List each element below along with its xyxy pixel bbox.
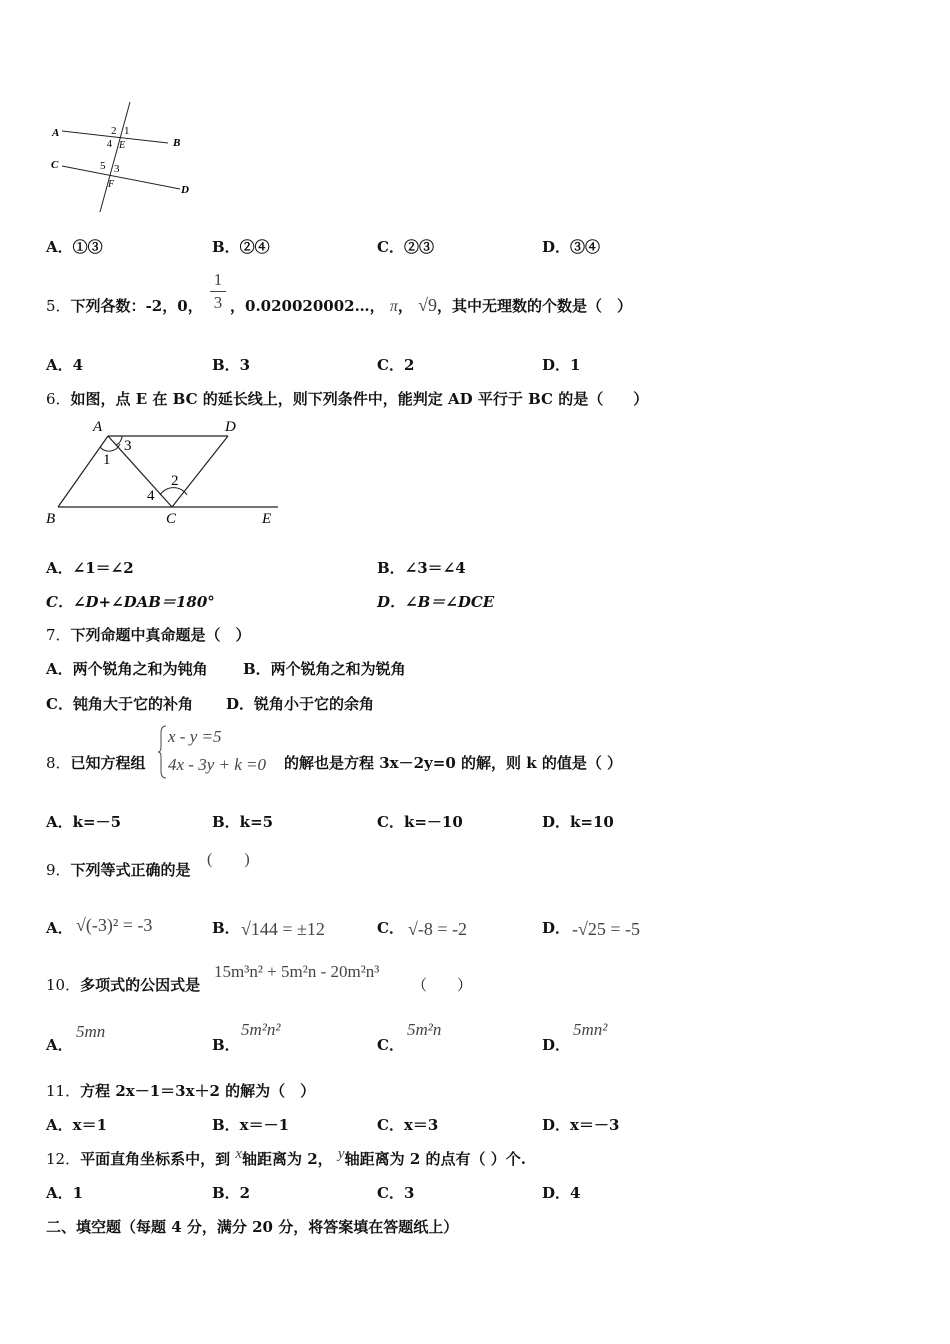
q12-option-d[interactable]: D．4 <box>542 1184 581 1202</box>
q8-option-c[interactable]: C．k=－10 <box>377 813 463 831</box>
q4-option-a[interactable]: A．①③ <box>46 238 103 256</box>
q8-number: 8． <box>46 754 71 772</box>
label-c: C <box>166 511 177 527</box>
q8-brace <box>158 725 168 779</box>
q12-line <box>46 1148 526 1169</box>
q6-number: 6． <box>46 390 71 408</box>
q12-mid: 轴距离为 2， <box>242 1150 333 1168</box>
q8-option-a[interactable]: A．k=－5 <box>46 813 122 831</box>
segment-ac <box>108 436 172 507</box>
q10-option-b-label[interactable]: B． <box>212 1036 240 1054</box>
segment-dc <box>172 436 228 507</box>
q8-option-b[interactable]: B．k=5 <box>212 813 274 831</box>
q12-y: y <box>337 1146 345 1162</box>
q6-option-b[interactable]: B．∠3＝∠4 <box>377 559 466 577</box>
label-2: 2 <box>171 473 179 489</box>
q11-line <box>46 1080 315 1101</box>
q12-option-a[interactable]: A．1 <box>46 1184 84 1202</box>
label-f: F <box>108 179 115 190</box>
q11-option-a[interactable]: A．x＝1 <box>46 1116 108 1134</box>
q11-option-b[interactable]: B．x＝－1 <box>212 1116 290 1134</box>
q4-option-b[interactable]: B．②④ <box>212 238 270 256</box>
q7-option-c[interactable]: C．钝角大于它的补角 <box>46 695 193 713</box>
transversal <box>100 102 130 212</box>
label-4: 4 <box>147 488 155 504</box>
q11-text: 方程 2x－1＝3x＋2 的解为（ ） <box>80 1082 316 1100</box>
q12-number: 12． <box>46 1150 81 1168</box>
q5-option-b[interactable]: B．3 <box>212 356 251 374</box>
q7-option-d[interactable]: D．锐角小于它的余角 <box>226 695 375 713</box>
q10-option-a[interactable]: 5mn <box>76 1022 106 1041</box>
q5-n3: 0.020020002… <box>245 297 370 315</box>
label-e: E <box>262 511 272 527</box>
q9-line <box>46 859 191 880</box>
q5-sep: ， <box>187 297 203 315</box>
label-1: 1 <box>124 125 130 137</box>
q10-line <box>46 974 200 995</box>
segment-ab <box>58 436 108 507</box>
q12-option-c[interactable]: C．3 <box>377 1184 415 1202</box>
label-5: 5 <box>100 160 106 172</box>
label-3: 3 <box>114 163 120 175</box>
label-a: A <box>52 127 60 139</box>
q4-option-d[interactable]: D．③④ <box>542 238 601 256</box>
q5-frac-num: 1 <box>213 270 223 289</box>
q6-text: 如图，点 E 在 BC 的延长线上，则下列条件中，能判定 AD 平行于 BC 的是（ ） <box>70 390 649 408</box>
q7-option-b[interactable]: B．两个锐角之和为锐角 <box>243 660 406 678</box>
label-e: E <box>119 140 126 151</box>
q8-post: 的解也是方程 3x－2y=0 的解，则 k 的值是（ ） <box>284 754 623 772</box>
q5-number: 5． <box>46 297 71 315</box>
q11-option-d[interactable]: D．x＝－3 <box>542 1116 620 1134</box>
q10-option-d-label[interactable]: D． <box>542 1036 571 1054</box>
label-4: 4 <box>107 139 112 150</box>
q5-line <box>46 295 203 316</box>
q5-frac-bar <box>210 291 226 292</box>
q12-post: 轴距离为 2 的点有（ ）个. <box>344 1150 526 1168</box>
q10-paren: （ ） <box>412 976 473 994</box>
q9-option-d-label[interactable]: D． <box>542 919 571 937</box>
q8-system <box>158 725 282 779</box>
q5-frac-den: 3 <box>213 293 223 312</box>
q10-option-b[interactable]: 5m²n² <box>241 1020 281 1039</box>
q5-post: ，其中无理数的个数是（ ） <box>437 297 633 315</box>
q10-option-c[interactable]: 5m²n <box>407 1020 442 1039</box>
q6-line <box>46 388 648 409</box>
label-c: C <box>51 159 59 171</box>
angle-arc-a2 <box>116 436 122 445</box>
q12-option-b[interactable]: B．2 <box>212 1184 251 1202</box>
label-a: A <box>93 419 103 435</box>
parallelogram-figure <box>40 415 285 530</box>
q9-option-b-label[interactable]: B． <box>212 919 240 937</box>
q9-option-b[interactable]: √144 = ±12 <box>241 919 325 939</box>
q5-option-a[interactable]: A．4 <box>46 356 84 374</box>
q9-option-c-label[interactable]: C． <box>377 919 404 937</box>
q8-option-d[interactable]: D．k=10 <box>542 813 614 831</box>
label-3: 3 <box>124 438 132 454</box>
label-d: D <box>181 184 189 196</box>
parallel-lines-figure <box>40 95 210 220</box>
q10-expr: 15m³n² + 5m²n - 20m²n³ <box>214 962 380 981</box>
q10-number: 10． <box>46 976 81 994</box>
q5-sqrt9: √9 <box>418 295 438 315</box>
q9-option-d[interactable]: -√25 = -5 <box>572 919 641 939</box>
label-2: 2 <box>111 125 117 137</box>
q6-option-a[interactable]: A．∠1＝∠2 <box>46 559 134 577</box>
q5-pi: π <box>389 298 398 315</box>
q6-option-d[interactable]: D．∠B＝∠DCE <box>377 593 495 611</box>
q12-x: x <box>235 1146 243 1162</box>
q10-option-d[interactable]: 5mn² <box>573 1020 608 1039</box>
q9-number: 9． <box>46 861 71 879</box>
q5-pre: 下列各数： <box>70 297 146 315</box>
q8-eq1: x - y =5 <box>168 727 222 746</box>
q9-option-a[interactable]: √(-3)² = -3 <box>76 915 153 935</box>
line-cd <box>62 166 180 189</box>
q7-line <box>46 624 251 645</box>
q10-option-c-label[interactable]: C． <box>377 1036 404 1054</box>
section-2-heading: 二、填空题（每题 4 分，满分 20 分，将答案填在答题纸上） <box>46 1218 459 1236</box>
q5-n1: -2 <box>145 297 163 315</box>
q9-option-a-label[interactable]: A． <box>46 919 73 937</box>
q9-option-c[interactable]: √-8 = -2 <box>408 919 468 939</box>
q10-text: 多项式的公因式是 <box>80 976 201 994</box>
label-b: B <box>46 511 56 527</box>
q5-sep: ， <box>230 297 246 315</box>
label-b: B <box>173 137 181 149</box>
q7-number: 7． <box>46 626 71 644</box>
q5-n2: 0 <box>177 297 188 315</box>
q11-number: 11． <box>46 1082 81 1100</box>
q8-eq2: 4x - 3y + k =0 <box>168 755 266 774</box>
q10-option-a-label[interactable]: A． <box>46 1036 73 1054</box>
q5-sep: ， <box>369 297 385 315</box>
q6-option-c[interactable]: C．∠D+∠DAB＝180° <box>46 593 215 611</box>
q8-pre <box>46 752 146 773</box>
q11-option-c[interactable]: C．x＝3 <box>377 1116 439 1134</box>
q12-pre: 平面直角坐标系中，到 <box>80 1150 231 1168</box>
q5-line-rest <box>230 295 632 316</box>
q9-text: 下列等式正确的是 <box>70 861 191 879</box>
q5-option-c[interactable]: C．2 <box>377 356 415 374</box>
q8-pre-text: 已知方程组 <box>70 754 146 772</box>
label-1: 1 <box>103 452 111 468</box>
q5-sep: ， <box>397 297 413 315</box>
label-d: D <box>225 419 236 435</box>
q7-text: 下列命题中真命题是（ ） <box>70 626 251 644</box>
q5-fraction <box>210 270 226 313</box>
q5-sep: ， <box>162 297 178 315</box>
q4-option-c[interactable]: C．②③ <box>377 238 434 256</box>
q5-option-d[interactable]: D．1 <box>542 356 581 374</box>
q7-option-a[interactable]: A．两个锐角之和为钝角 <box>46 660 208 678</box>
q9-paren: ( ) <box>207 851 250 868</box>
